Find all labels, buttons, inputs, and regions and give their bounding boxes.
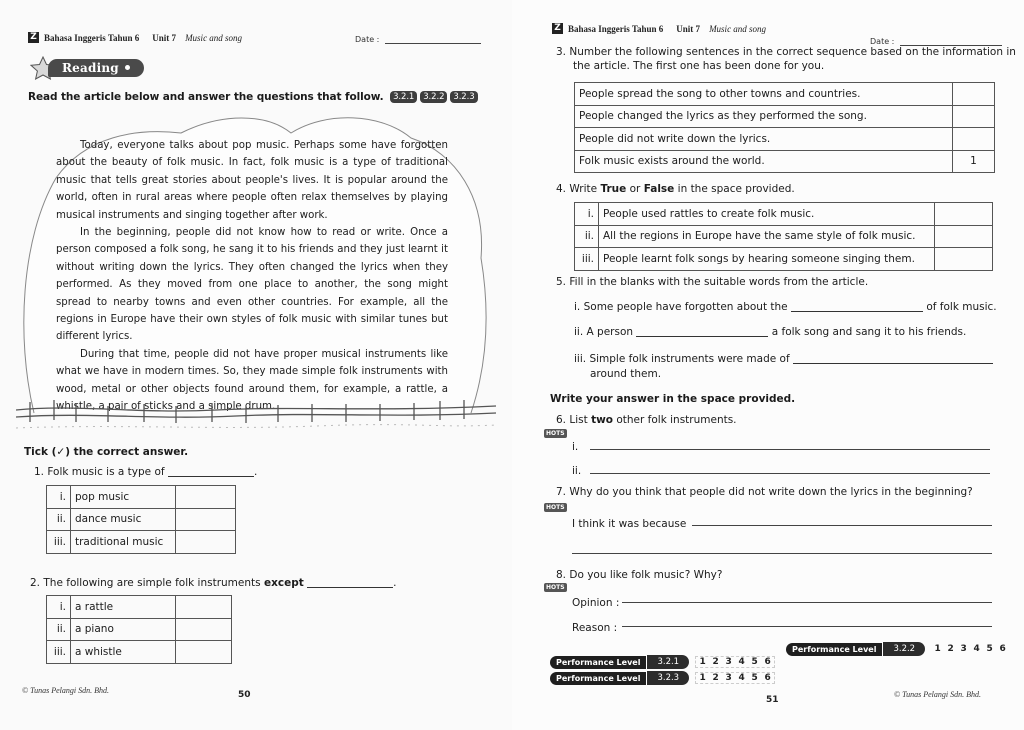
question-emphasis: two [591, 414, 614, 426]
item-text-before: Some people have forgotten about the [583, 301, 788, 313]
sequence-text: People changed the lyrics as they performed the song. [575, 105, 953, 128]
performance-level-label: Performance Level [550, 656, 646, 669]
opinion-label: Opinion : [572, 597, 620, 609]
statement-text: People used rattles to create folk music. [599, 203, 935, 226]
question-number: 2. [30, 577, 41, 589]
answer-blank[interactable] [793, 363, 993, 364]
fill-blank-item [574, 326, 966, 338]
level-option[interactable]: 6 [764, 673, 771, 683]
performance-level-code: 3.2.2 [882, 642, 925, 656]
level-option[interactable]: 1 [934, 644, 941, 654]
answer-line[interactable] [572, 553, 992, 554]
question-text: Fill in the blanks with the suitable words from the article. [569, 276, 869, 288]
answer-line[interactable] [692, 525, 992, 526]
answer-blank[interactable] [168, 476, 254, 477]
question-2: 2. The following are simple folk instruments except . [30, 577, 397, 589]
statement-number: i. [575, 203, 599, 226]
tick-box[interactable] [176, 596, 232, 619]
question-emphasis: except [263, 577, 304, 589]
instruction-text: Read the article below and answer the questions that follow. [28, 91, 384, 103]
sequence-text: Folk music exists around the world. [575, 150, 953, 173]
level-option[interactable]: 4 [738, 657, 745, 667]
question-number: 3. [556, 46, 567, 58]
question-3 [556, 45, 1016, 73]
level-option[interactable]: 4 [738, 673, 745, 683]
performance-level-code: 3.2.3 [646, 671, 689, 685]
sequence-text: People did not write down the lyrics. [575, 128, 953, 151]
question-text-pre: Write [569, 183, 598, 195]
question-text-post: in the space provided. [677, 183, 795, 195]
level-scale [695, 656, 775, 668]
skill-code-badge: 3.2.1 [390, 91, 417, 103]
subject-title: Bahasa Inggeris Tahun 6 [568, 23, 664, 34]
true-false-answer-box[interactable] [935, 248, 993, 271]
option-row [47, 596, 232, 619]
tick-instruction: Tick (✓) the correct answer. [24, 446, 189, 458]
option-text: a piano [71, 618, 176, 641]
question-text: Number the following sentences in the correct sequence based on the information in [569, 46, 1016, 58]
date-field[interactable] [355, 35, 481, 44]
level-option[interactable]: 3 [960, 644, 967, 654]
performance-level-321 [550, 655, 775, 669]
question-8 [556, 569, 722, 581]
level-scale [695, 672, 775, 684]
date-label: Date : [355, 35, 380, 44]
level-option[interactable]: 2 [947, 644, 954, 654]
topic-label: Music and song [185, 32, 243, 43]
option-text: pop music [71, 486, 176, 509]
question-number: 7. [556, 486, 567, 498]
option-number: ii. [47, 618, 71, 641]
option-row [47, 486, 236, 509]
question-text-pre: List [569, 414, 588, 426]
unit-label: Unit 7 [676, 23, 701, 34]
question-6 [556, 414, 737, 426]
book-logo-icon: Z [28, 32, 39, 43]
level-option[interactable]: 1 [699, 657, 706, 667]
question-4-true-false-table [574, 202, 993, 271]
fence-illustration [16, 398, 496, 432]
page-header [552, 23, 766, 34]
level-option[interactable]: 1 [699, 673, 706, 683]
date-label: Date : [870, 37, 895, 46]
level-option[interactable]: 6 [999, 644, 1006, 654]
article-paragraph: During that time, people did not have proper musical instruments like what we have in modern times. So, they made simple folk instruments with wood, metal or other objects found around them, for example, a rattle, a whistle, a pair of sticks and a simple drum. [56, 348, 448, 413]
reading-instruction [28, 91, 478, 103]
true-false-answer-box[interactable] [935, 225, 993, 248]
level-option[interactable]: 5 [751, 673, 758, 683]
list-item-label: i. [572, 441, 579, 453]
question-2-options [46, 595, 232, 664]
sequence-row [575, 128, 995, 151]
level-scale [931, 644, 1009, 654]
page-number: 50 [238, 690, 251, 700]
item-text-before: Simple folk instruments were made of [589, 353, 790, 365]
level-option[interactable]: 3 [725, 673, 732, 683]
sequence-row [575, 83, 995, 106]
or-word: or [629, 183, 641, 195]
fill-blank-item [574, 301, 997, 313]
option-text: traditional music [71, 531, 176, 554]
question-text: Why do you think that people did not write down the lyrics in the beginning? [569, 486, 973, 498]
performance-level-322 [786, 642, 1009, 656]
hots-badge: HOTS [546, 504, 565, 511]
option-number: ii. [47, 508, 71, 531]
sequence-answer-box[interactable] [953, 128, 995, 151]
question-text-post: other folk instruments. [616, 414, 737, 426]
option-number: i. [47, 486, 71, 509]
article-paragraph: Today, everyone talks about pop music. Perhaps some have forgotten about the beauty of folk music. In fact, folk music is a type of traditional music that tells great stories about people's lives. It is popular around the world, often in rural areas where people often relax themselves by playing musical instruments and singing together after work. [56, 140, 448, 221]
date-blank[interactable] [385, 43, 481, 44]
reading-section-badge [30, 56, 144, 80]
answer-line[interactable] [590, 473, 990, 474]
statement-row [575, 248, 993, 271]
topic-label: Music and song [709, 23, 767, 34]
option-row [47, 641, 232, 664]
performance-level-label: Performance Level [550, 672, 646, 685]
item-text-before: A person [586, 326, 634, 338]
question-number: 6. [556, 414, 567, 426]
level-option[interactable]: 5 [751, 657, 758, 667]
reading-badge-label: Reading [62, 61, 119, 75]
answer-starter: I think it was because [572, 518, 687, 530]
item-text-after: around them. [590, 368, 662, 380]
question-7 [556, 486, 973, 498]
right-page [512, 0, 1024, 730]
badge-dot-icon [125, 65, 130, 70]
option-text: dance music [71, 508, 176, 531]
question-number: 1. [34, 466, 45, 478]
true-false-answer-box[interactable] [935, 203, 993, 226]
write-instruction: Write your answer in the space provided. [550, 393, 796, 405]
article-text [56, 137, 448, 416]
question-1-options [46, 485, 236, 554]
question-number: 8. [556, 569, 567, 581]
sequence-answer-box[interactable] [953, 83, 995, 106]
statement-number: iii. [575, 248, 599, 271]
publisher-footer: © Tunas Pelangi Sdn. Bhd. [22, 686, 109, 695]
tick-box[interactable] [176, 531, 236, 554]
opinion-answer-line[interactable] [622, 602, 992, 603]
question-text: The following are simple folk instruments [43, 577, 261, 589]
list-item-label: ii. [572, 465, 582, 477]
unit-label: Unit 7 [152, 32, 177, 43]
item-number: iii. [574, 353, 587, 365]
true-word: True [600, 183, 627, 195]
option-row [47, 618, 232, 641]
publisher-footer: © Tunas Pelangi Sdn. Bhd. [894, 690, 981, 699]
sequence-row [575, 150, 995, 173]
level-option[interactable]: 2 [712, 673, 719, 683]
level-option[interactable]: 6 [764, 657, 771, 667]
reading-badge-pill [48, 59, 144, 77]
reason-answer-line[interactable] [622, 626, 992, 627]
sequence-row [575, 105, 995, 128]
option-number: iii. [47, 531, 71, 554]
answer-blank[interactable] [636, 336, 768, 337]
performance-level-code: 3.2.1 [646, 655, 689, 669]
item-number: i. [574, 301, 581, 313]
item-text-after: a folk song and sang it to his friends. [771, 326, 967, 338]
sequence-answer-box[interactable] [953, 105, 995, 128]
answer-blank[interactable] [791, 311, 923, 312]
false-word: False [643, 183, 675, 195]
statement-row [575, 225, 993, 248]
question-text: Do you like folk music? Why? [569, 569, 723, 581]
question-5 [556, 276, 868, 288]
hots-badge: HOTS [546, 430, 565, 437]
reason-label: Reason : [572, 622, 618, 634]
page-header [28, 32, 242, 43]
item-number: ii. [574, 326, 584, 338]
option-number: i. [47, 596, 71, 619]
option-text: a rattle [71, 596, 176, 619]
sequence-text: People spread the song to other towns and countries. [575, 83, 953, 106]
book-logo-icon: Z [552, 23, 563, 34]
question-4 [556, 183, 795, 195]
item-text-after: of folk music. [926, 301, 997, 313]
fill-blank-item [574, 352, 993, 382]
question-number: 4. [556, 183, 567, 195]
page-number: 51 [766, 695, 779, 705]
question-text: Folk music is a type of [47, 466, 165, 478]
performance-level-323 [550, 671, 775, 685]
answer-line[interactable] [590, 449, 990, 450]
article-paragraph: In the beginning, people did not know how to read or write. Once a person composed a folk song, he sang it to his friends and they just learnt it without writing down the lyrics. They often changed the lyrics when they performed. As they moved from one place to another, the song might spread to nearby towns and even other countries. For example, all the regions in Europe have their own styles of folk music with similar tunes but different lyrics. [56, 227, 448, 343]
tick-box[interactable] [176, 641, 232, 664]
option-row [47, 531, 236, 554]
skill-code-badge: 3.2.3 [450, 91, 477, 103]
question-number: 5. [556, 276, 567, 288]
tick-box[interactable] [176, 486, 236, 509]
option-row [47, 508, 236, 531]
tick-box[interactable] [176, 508, 236, 531]
level-option[interactable]: 2 [712, 657, 719, 667]
option-number: iii. [47, 641, 71, 664]
sequence-answer-box[interactable]: 1 [953, 150, 995, 173]
level-option[interactable]: 4 [973, 644, 980, 654]
statement-text: People learnt folk songs by hearing someone singing them. [599, 248, 935, 271]
option-text: a whistle [71, 641, 176, 664]
question-1: 1. Folk music is a type of . [34, 466, 258, 478]
level-option[interactable]: 5 [986, 644, 993, 654]
statement-text: All the regions in Europe have the same style of folk music. [599, 225, 935, 248]
level-option[interactable]: 3 [725, 657, 732, 667]
tick-box[interactable] [176, 618, 232, 641]
subject-title: Bahasa Inggeris Tahun 6 [44, 32, 140, 43]
answer-blank[interactable] [307, 587, 393, 588]
question-text-continued: the article. The first one has been done for you. [573, 60, 825, 72]
question-3-sequence-table [574, 82, 995, 173]
hots-badge: HOTS [546, 584, 565, 591]
statement-row [575, 203, 993, 226]
skill-code-badge: 3.2.2 [420, 91, 447, 103]
statement-number: ii. [575, 225, 599, 248]
performance-level-label: Performance Level [786, 643, 882, 656]
